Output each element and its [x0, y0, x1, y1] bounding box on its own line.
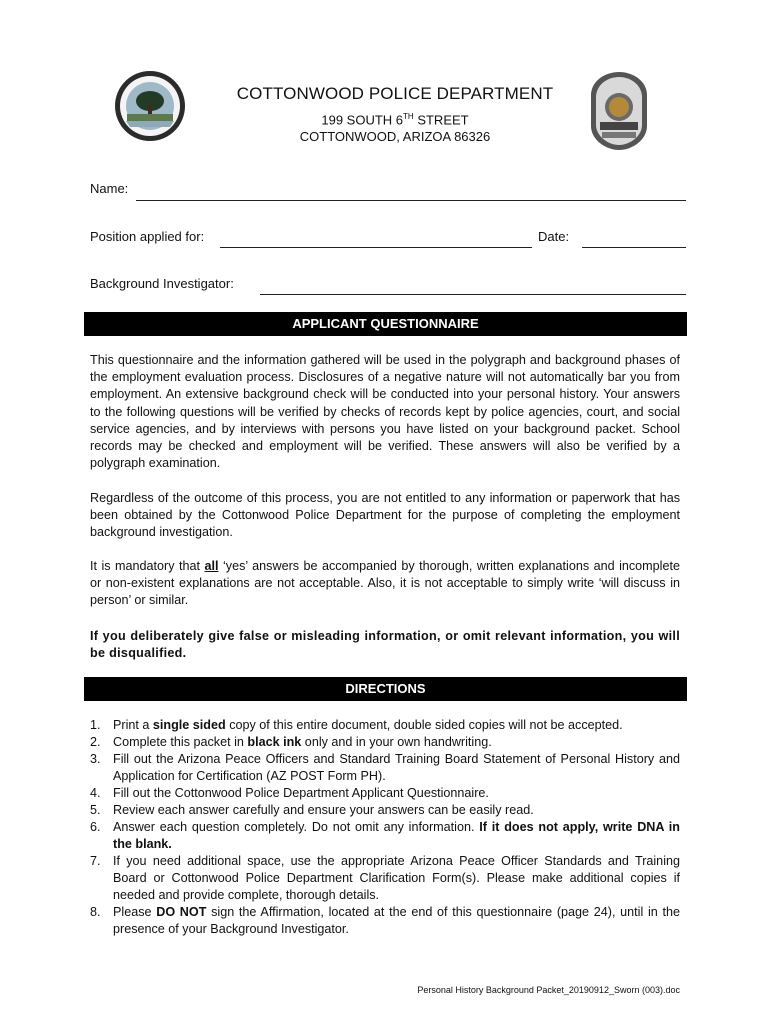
list-item: 8. Please DO NOT sign the Affirmation, located at the end of this questionnaire (page 24), until in the presence of your Background Investigator. [90, 905, 680, 936]
list-item: 7. If you need additional space, use the appropriate Arizona Peace Officer Standards and Training Board or Cottonwood Police Department Clarification Form(s). Please make additional copies if needed and provide complete, thorough details. [90, 854, 680, 902]
directions-heading: DIRECTIONS [84, 677, 687, 701]
disqualification-warning: If you deliberately give false or misleading information, or omit relevant information, you will be disqualified. [90, 629, 680, 661]
investigator-field[interactable] [260, 293, 686, 295]
date-label: Date: [538, 229, 570, 244]
mandatory-paragraph: It is mandatory that all ‘yes’ answers be accompanied by thorough, written explanations and incomplete or non-existent explanations are not acceptable. Also, it is not acceptable to simply write ‘will discuss in person’ or similar. [90, 559, 680, 608]
city-line: COTTONWOOD, ARIZOA 86326 [299, 129, 491, 145]
letterhead [190, 84, 600, 145]
list-item: 5. Review each answer carefully and ensure your answers can be easily read. [90, 803, 534, 817]
name-label: Name: [90, 181, 129, 196]
street-address: 199 SOUTH 6TH STREET [321, 112, 469, 128]
list-item: 1. Print a single sided copy of this entire document, double sided copies will not be accepted. [90, 718, 623, 732]
position-field[interactable] [220, 246, 532, 248]
directions-list [90, 717, 680, 938]
intro-paragraph: This questionnaire and the information gathered will be used in the polygraph and background phases of the employment evaluation process. Disclosures of a negative nature will not automatically bar you from employment. An extensive background check will be conducted into your personal history. Your answers to the following questions will be verified by checks of records kept by police agencies, court, and social service agencies, and by interviews with persons you have listed on your background packet. School records may be checked and employment will be verified. These answers will also be verified by a polygraph examination. [90, 353, 680, 471]
date-field[interactable] [582, 246, 686, 248]
list-item: 3. Fill out the Arizona Peace Officers and Standard Training Board Statement of Personal History and Application for Certification (AZ POST Form PH). [90, 752, 680, 783]
city-seal-logo [114, 70, 186, 142]
list-item: 4. Fill out the Cottonwood Police Department Applicant Questionnaire. [90, 786, 489, 800]
investigator-label: Background Investigator: [90, 276, 234, 291]
position-label: Position applied for: [90, 229, 205, 244]
name-field[interactable] [136, 199, 686, 201]
questionnaire-heading: APPLICANT QUESTIONNAIRE [84, 312, 687, 336]
footer-filename: Personal History Background Packet_20190912_Sworn (003).doc [417, 985, 680, 995]
list-item: 2. Complete this packet in black ink only and in your own handwriting. [90, 735, 492, 749]
department-name: COTTONWOOD POLICE DEPARTMENT [236, 84, 554, 103]
list-item: 6. Answer each question completely. Do not omit any information. If it does not apply, write DNA in the blank. [90, 820, 680, 851]
rights-paragraph: Regardless of the outcome of this process, you are not entitled to any information or paperwork that has been obtained by the Cottonwood Police Department for the purpose of completing the employment background investigation. [90, 491, 680, 540]
